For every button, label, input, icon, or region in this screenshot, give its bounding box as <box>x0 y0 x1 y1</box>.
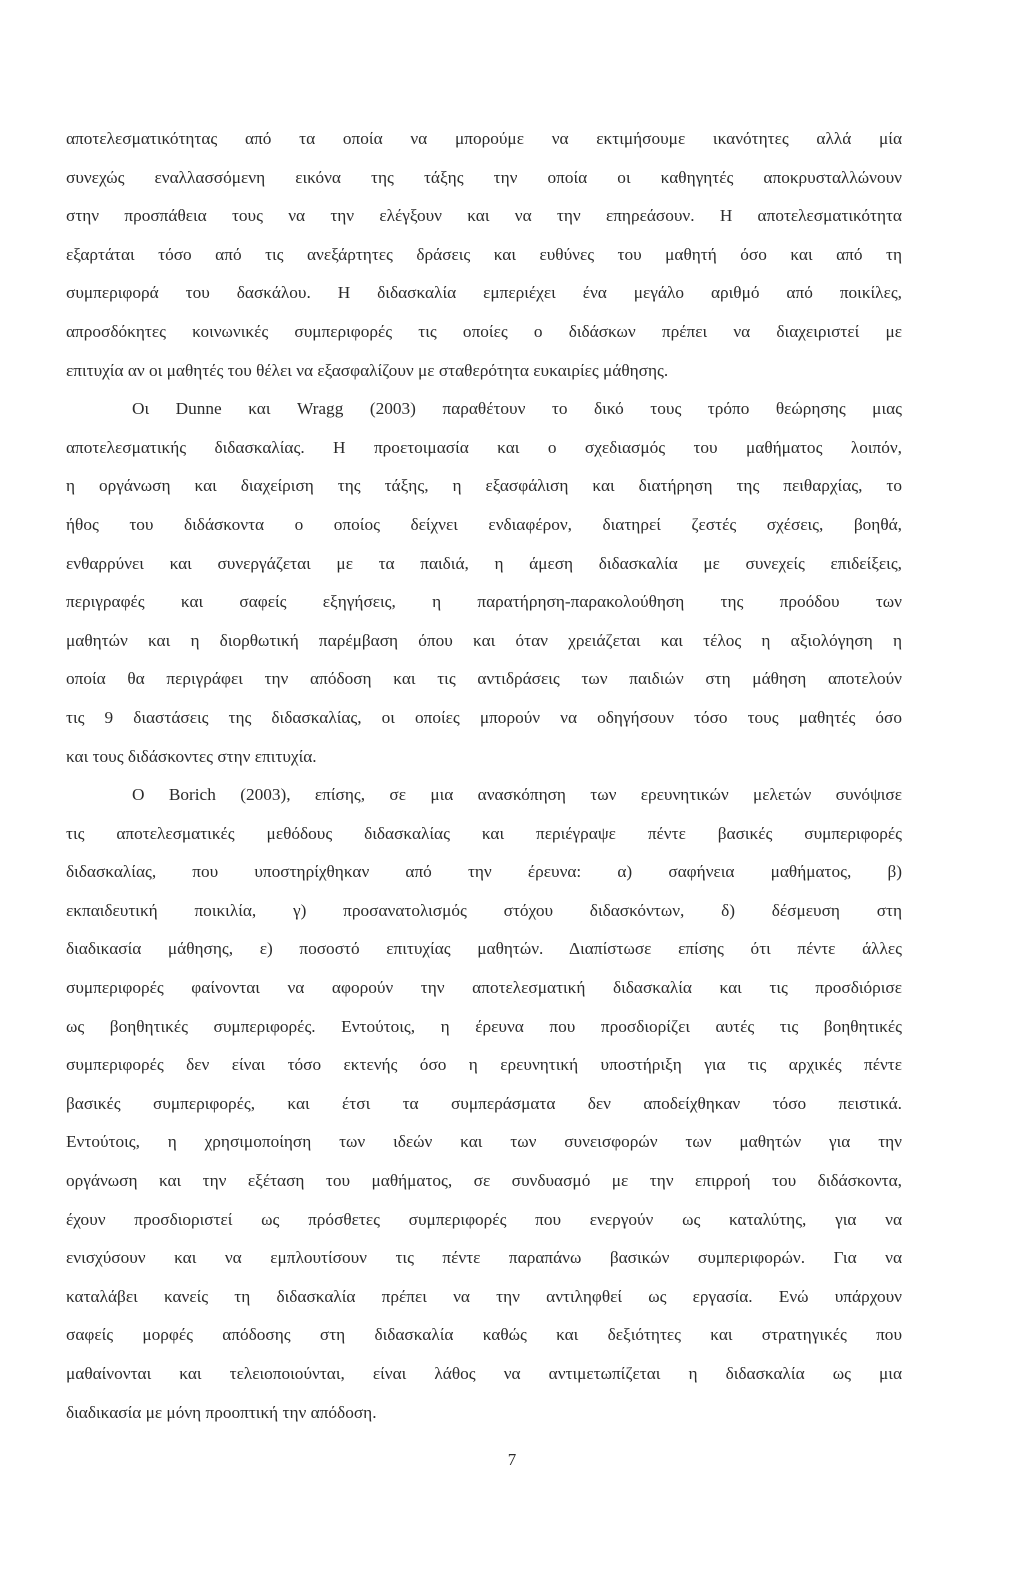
text-line: οποία θα περιγράφει την απόδοση και τις αντιδράσεις των παιδιών στη μάθηση αποτελούν <box>66 669 902 689</box>
paragraph <box>66 390 902 776</box>
text-line: επιτυχία αν οι μαθητές του θέλει να εξασφαλίζουν με σταθερότητα ευκαιρίες μάθησης. <box>66 360 669 380</box>
text-line: συμπεριφορές δεν είναι τόσο εκτενής όσο η ερευνητική υποστήριξη για τις αρχικές πέντε <box>66 1055 902 1075</box>
text-line: Ο Borich (2003), επίσης, σε μια ανασκόπηση των ερευνητικών μελετών συνόψισε <box>132 785 902 805</box>
text-line: βασικές συμπεριφορές, και έτσι τα συμπεράσματα δεν αποδείχθηκαν τόσο πειστικά. <box>66 1093 902 1113</box>
text-line: η οργάνωση και διαχείριση της τάξης, η εξασφάλιση και διατήρηση της πειθαρχίας, το <box>66 476 902 496</box>
paragraph <box>66 776 902 1432</box>
page-number: 7 <box>507 1450 517 1469</box>
text-line: συμπεριφορά του δασκάλου. Η διδασκαλία εμπεριέχει ένα μεγάλο αριθμό από ποικίλες, <box>66 283 902 303</box>
text-line: εξαρτάται τόσο από τις ανεξάρτητες δράσεις και ευθύνες του μαθητή όσο και από τη <box>66 244 902 264</box>
text-line: και τους διδάσκοντες στην επιτυχία. <box>66 746 317 766</box>
text-line: διαδικασία με μόνη προοπτική την απόδοση. <box>66 1402 377 1422</box>
text-line: ενισχύσουν και να εμπλουτίσουν τις πέντε παραπάνω βασικών συμπεριφορών. Για να <box>66 1248 902 1268</box>
text-line: ήθος του διδάσκοντα ο οποίος δείχνει ενδιαφέρον, διατηρεί ζεστές σχέσεις, βοηθά, <box>66 514 902 534</box>
text-line: τις αποτελεσματικές μεθόδους διδασκαλίας και περιέγραψε πέντε βασικές συμπεριφορές <box>66 823 902 843</box>
text-line: τις 9 διαστάσεις της διδασκαλίας, οι οποίες μπορούν να οδηγήσουν τόσο τους μαθητές όσο <box>66 707 902 727</box>
body-text <box>66 120 902 1432</box>
text-line: σαφείς μορφές απόδοσης στη διδασκαλία καθώς και δεξιότητες και στρατηγικές που <box>66 1325 902 1345</box>
text-line: έχουν προσδιοριστεί ως πρόσθετες συμπεριφορές που ενεργούν ως καταλύτης, για να <box>66 1209 902 1229</box>
text-line: αποτελεσματικότητας από τα οποία να μπορούμε να εκτιμήσουμε ικανότητες αλλά μία <box>66 129 902 148</box>
text-line: διαδικασία μάθησης, ε) ποσοστό επιτυχίας μαθητών. Διαπίστωσε επίσης ότι πέντε άλλες <box>66 939 902 959</box>
text-line: Οι Dunne και Wragg (2003) παραθέτουν το δικό τους τρόπο θεώρησης μιας <box>132 399 902 419</box>
text-line: απροσδόκητες κοινωνικές συμπεριφορές τις οποίες ο διδάσκων πρέπει να διαχειριστεί με <box>66 321 902 341</box>
text-line: οργάνωση και την εξέταση του μαθήματος, σε συνδυασμό με την επιρροή του διδάσκοντα, <box>66 1171 902 1191</box>
text-line: ενθαρρύνει και συνεργάζεται με τα παιδιά, η άμεση διδασκαλία με συνεχείς επιδείξεις, <box>66 553 902 573</box>
text-line: διδασκαλίας, που υποστηρίχθηκαν από την έρευνα: α) σαφήνεια μαθήματος, β) <box>66 862 902 882</box>
text-line: εκπαιδευτική ποικιλία, γ) προσανατολισμός στόχου διδασκόντων, δ) δέσμευση στη <box>66 900 902 920</box>
text-line: μαθητών και η διορθωτική παρέμβαση όπου και όταν χρειάζεται και τέλος η αξιολόγηση η <box>66 630 902 650</box>
text-line: συμπεριφορές φαίνονται να αφορούν την αποτελεσματική διδασκαλία και τις προσδιόρισε <box>66 978 902 998</box>
text-line: αποτελεσματικής διδασκαλίας. Η προετοιμασία και ο σχεδιασμός του μαθήματος λοιπόν, <box>66 437 902 457</box>
text-line: καταλάβει κανείς τη διδασκαλία πρέπει να την αντιληφθεί ως εργασία. Ενώ υπάρχουν <box>66 1286 902 1306</box>
text-line: συνεχώς εναλλασσόμενη εικόνα της τάξης την οποία οι καθηγητές αποκρυσταλλώνουν <box>66 167 902 187</box>
text-line: στην προσπάθεια τους να την ελέγξουν και να την επηρεάσουν. Η αποτελεσματικότητα <box>66 206 902 226</box>
text-line: Εντούτοις, η χρησιμοποίηση των ιδεών και των συνεισφορών των μαθητών για την <box>66 1132 902 1152</box>
text-line: μαθαίνονται και τελειοποιούνται, είναι λάθος να αντιμετωπίζεται η διδασκαλία ως μια <box>66 1364 902 1383</box>
text-line: περιγραφές και σαφείς εξηγήσεις, η παρατήρηση-παρακολούθηση της προόδου των <box>66 592 902 612</box>
text-line: ως βοηθητικές συμπεριφορές. Εντούτοις, η έρευνα που προσδιορίζει αυτές τις βοηθητικές <box>66 1016 902 1036</box>
paragraph <box>66 120 902 390</box>
